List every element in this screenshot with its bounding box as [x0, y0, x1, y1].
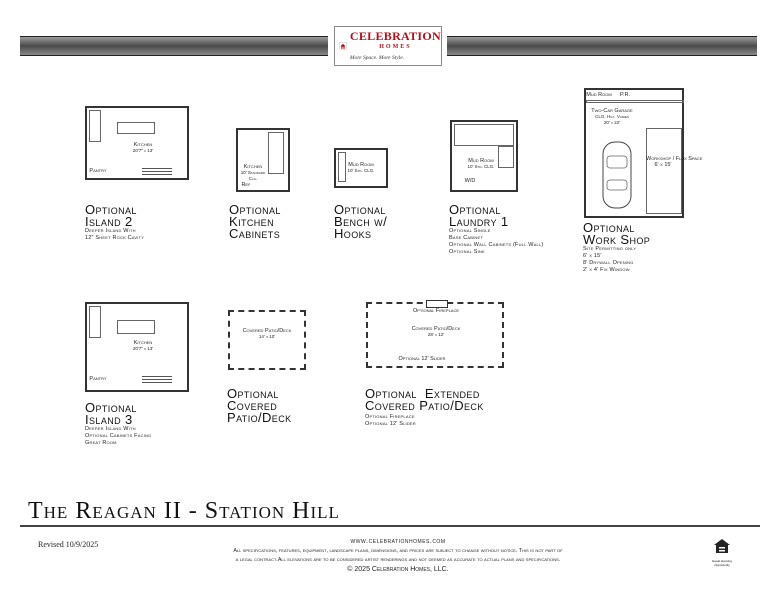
- room-label: Kitchen: [243, 164, 263, 170]
- plan-bench-hooks: [334, 148, 388, 188]
- car-icon: [600, 140, 634, 210]
- copyright: © 2025 Celebration Homes, LLC.: [347, 566, 449, 573]
- brand-name: CELEBRATION HOMES: [349, 29, 441, 50]
- option-desc: Optional Fireplace Optional 12' Slider: [365, 414, 416, 427]
- pantry-label: Pantry: [89, 168, 107, 174]
- option-desc: Optional Single Base Cabinet Optional Wall Cabinets (Full Wall) Optional Sink: [449, 228, 544, 255]
- house-logo-icon: [339, 31, 347, 61]
- room-label: Two-Car Garage: [591, 108, 633, 114]
- room-dim: 14' x 10': [258, 334, 276, 339]
- plan-extended-covered-patio: [366, 302, 504, 368]
- option-title: Optional Extended Covered Patio/Deck: [365, 386, 484, 413]
- option-title: Optional Island 3: [85, 400, 137, 427]
- room-dim: 10' Std. CLG.: [347, 168, 375, 173]
- revised-date: Revised 10/9/2025: [38, 540, 99, 549]
- pr-label: P.R.: [620, 92, 630, 98]
- room-dim: 20'7" x 13': [132, 346, 154, 351]
- room-dim: CLG. Hgt. Varies 20' x 22': [595, 114, 629, 125]
- disclaimer-line-1: All specifications, features, equipment, landscape plans, dimensions, and prices are subject to change without notice. This is not part of: [233, 548, 563, 554]
- room-dim: 20'7" x 13': [132, 148, 154, 153]
- pantry-label: Pantry: [89, 376, 107, 382]
- room-label: Covered Patio/Deck: [242, 328, 292, 334]
- plan-kitchen-cabinets: [236, 128, 290, 192]
- option-desc: Deeper Island With Optional Cabinets Facing Great Room: [85, 426, 152, 446]
- disclaimer-line-2: a legal contract.All elevations are to be considered artist renderings and not deemed as accurate to actual plans and specifications.: [235, 557, 561, 563]
- option-desc: Deeper Island With 12" Sheet Rock Cavity: [85, 228, 145, 241]
- option-title: Optional Laundry 1: [449, 202, 509, 229]
- mud-room-label: Mud Room: [586, 92, 612, 98]
- slider-label: Optional 12' Slider: [398, 356, 446, 362]
- room-label: Kitchen: [133, 340, 153, 346]
- ref-label: Ref: [241, 182, 251, 188]
- option-title: Optional Work Shop: [583, 220, 651, 247]
- option-title: Optional Covered Patio/Deck: [227, 386, 292, 425]
- brand-tagline: More Space. More Style.: [349, 55, 405, 61]
- workshop-label: Workshop / Flex Space 6' x 15': [646, 156, 703, 168]
- website: www.celebrationhomes.com: [350, 538, 446, 545]
- equal-housing-label: Equal Housing Opportunity: [712, 559, 732, 567]
- room-label: Kitchen: [133, 142, 153, 148]
- room-label: Mud Room: [468, 158, 494, 164]
- option-title: Optional Bench w/ Hooks: [334, 202, 388, 241]
- room-label: Covered Patio/Deck: [411, 326, 461, 332]
- room-dim: 10' Std. CLG.: [467, 164, 495, 169]
- celebration-homes-logo: [334, 26, 442, 66]
- equal-housing-badge: [708, 538, 736, 567]
- title-divider: [20, 525, 760, 527]
- room-label: Mud Room: [348, 162, 374, 168]
- option-title: Optional Island 2: [85, 202, 137, 229]
- plan-title: The Reagan II - Station Hill: [28, 498, 340, 524]
- plan-covered-patio: [228, 310, 306, 370]
- wd-label: W/D: [464, 178, 476, 184]
- room-dim: 10' Standard Clg.: [240, 170, 266, 181]
- plan-laundry-1: [450, 120, 518, 192]
- room-dim: 28' x 12': [427, 332, 445, 337]
- header-bar-left: [20, 36, 328, 56]
- plan-island-3: [85, 302, 189, 392]
- option-title: Optional Kitchen Cabinets: [229, 202, 281, 241]
- plan-work-shop: [584, 88, 703, 218]
- equal-housing-icon: [712, 538, 732, 554]
- plan-island-2: [85, 106, 189, 180]
- fireplace-label: Optional Fireplace: [412, 308, 460, 314]
- option-desc: Site Permitting only 6' x 15' 8' Drywall Opening 2' x 4' Fix Window: [583, 246, 637, 273]
- header-bar-right: [447, 36, 757, 56]
